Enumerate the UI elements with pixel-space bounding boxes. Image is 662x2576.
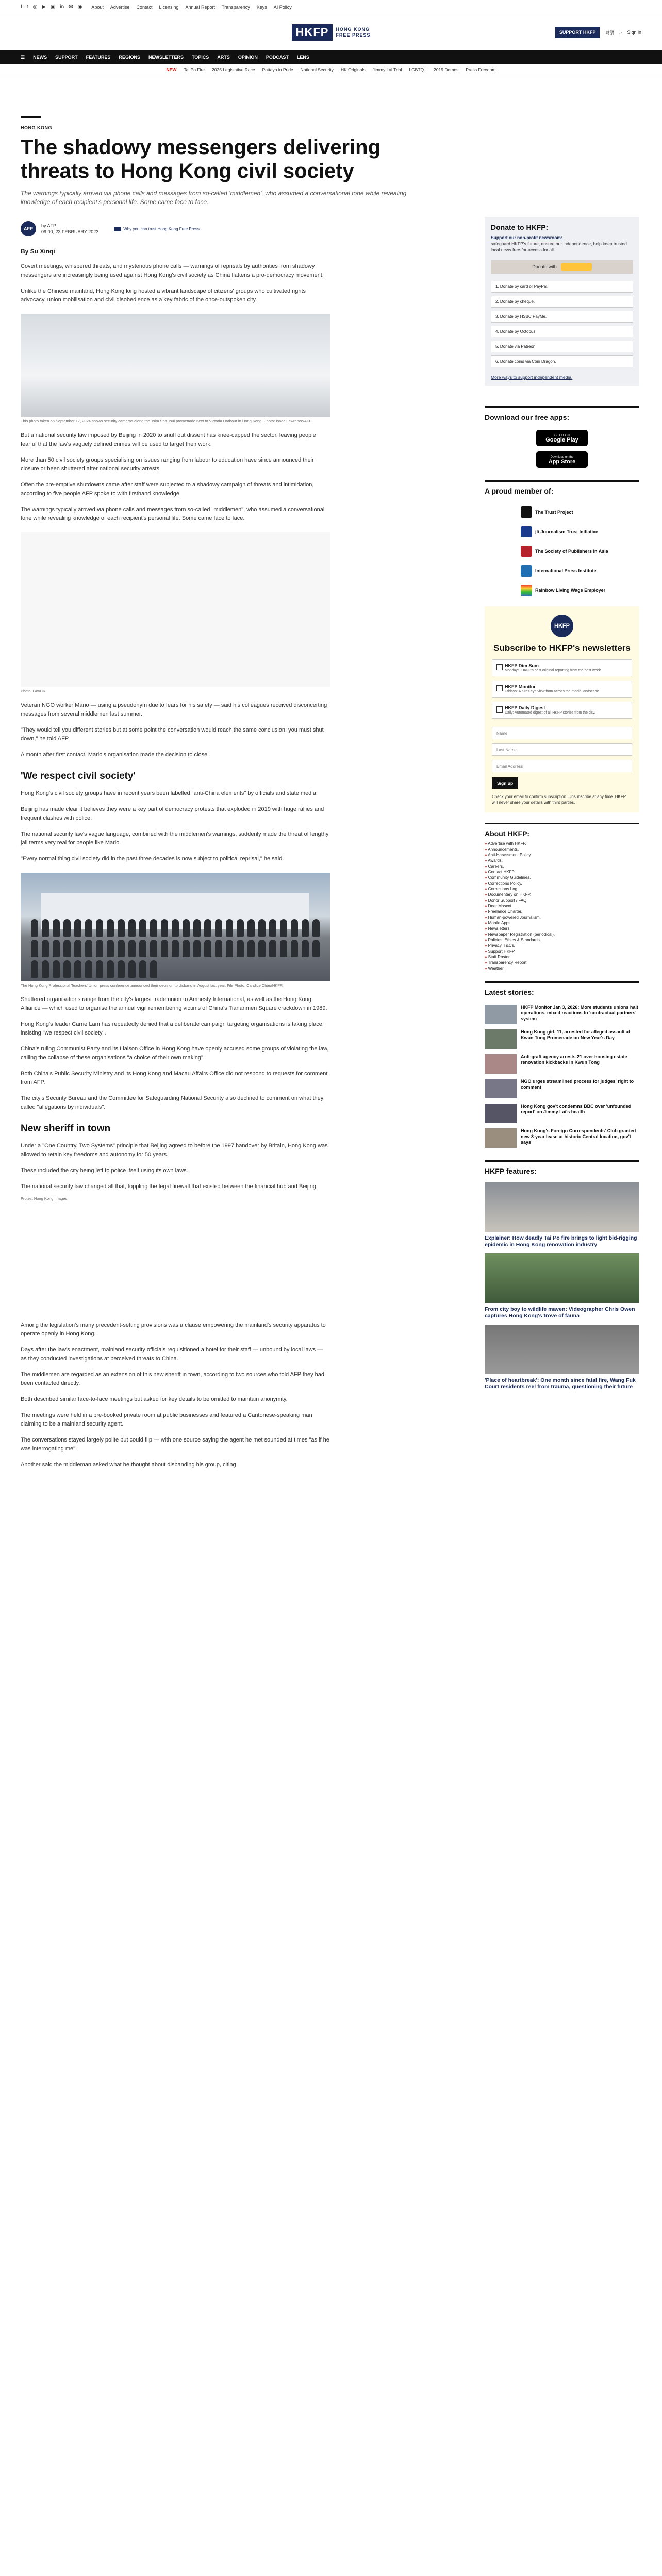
paragraph: These included the city being left to police itself using its own laws. [21, 1167, 188, 1174]
feature-image [485, 1325, 639, 1374]
donate-option[interactable]: 6. Donate coins via Coin Dragon. [491, 355, 633, 367]
nav-lens[interactable]: LENS [296, 55, 309, 60]
feature-title: Explainer: How deadly Tai Po fire brings to light bid-rigging epidemic in Hong Kong renovation industry [485, 1235, 637, 1248]
logo-line-2: FREE PRESS [336, 32, 371, 38]
feature-image [485, 1182, 639, 1232]
donate-option[interactable]: 3. Donate by HSBC PayMe. [491, 311, 633, 323]
about-link[interactable]: » Advertise with HKFP. [485, 841, 639, 846]
section-heading: New sheriff in town [21, 1123, 111, 1134]
support-button[interactable]: SUPPORT HKFP [555, 27, 600, 38]
paragraph: More than 50 civil society groups specialising on issues ranging from labour to education have since announced their closure or been shuttered after national security arrests. [21, 457, 314, 472]
paragraph: Beijing has made clear it believes they were a key part of democracy protests that exploded in 2019 with huge rallies and frequent clashes with police. [21, 806, 324, 821]
member-label: Rainbow Living Wage Employer [535, 588, 606, 593]
about-link[interactable]: » Weather. [485, 965, 639, 971]
about-link[interactable]: » Donor Support / FAQ. [485, 897, 639, 903]
latest-widget [485, 981, 639, 1148]
byline-author[interactable]: by AFP [41, 223, 57, 228]
article-author: By Su Xinqi [21, 248, 55, 255]
donate-option[interactable]: 2. Donate by cheque. [491, 296, 633, 308]
trust-project-icon [521, 506, 532, 518]
top-link-contact[interactable]: Contact [136, 4, 153, 10]
photo-caption: This photo taken on September 17, 2024 shows security cameras along the Tsim Sha Tsui promenade next to Victoria Harbour in Hong Kong. Photo: Isaac Lawrence/AFP. [21, 419, 312, 423]
hkfp-logo[interactable] [292, 24, 371, 41]
paragraph: The meetings were held in a pre-booked private room at public businesses and featured a Cantonese-speaking man claiming to be a mainland security agent. [21, 1412, 312, 1427]
features-widget [485, 1160, 639, 1391]
about-link[interactable]: » Newsletters. [485, 926, 639, 931]
donate-widget [485, 217, 639, 386]
newsletter-widget [485, 606, 639, 812]
about-link[interactable]: » Contact HKFP. [485, 869, 639, 875]
nav-arts[interactable]: ARTS [217, 55, 230, 60]
top-link-about[interactable]: About [91, 4, 104, 10]
top-link-transparency[interactable]: Transparency [222, 4, 250, 10]
apps-widget [485, 406, 639, 468]
nav-support[interactable]: SUPPORT [55, 55, 78, 60]
section-heading: 'We respect civil society' [21, 771, 136, 782]
top-link-ai-policy[interactable]: AI Policy [273, 4, 292, 10]
apps-title: Download our free apps: [485, 406, 639, 425]
embed-placeholder [21, 1211, 330, 1314]
top-link-keys[interactable]: Keys [256, 4, 267, 10]
youtube-icon[interactable]: ▶ [42, 4, 46, 10]
subnav-item[interactable]: 2019 Demos [434, 66, 459, 72]
about-link[interactable]: » Anti-Harassment Policy. [485, 852, 639, 858]
checkbox-desc: Daily: Automated digest of all HKFP stories from the day. [505, 711, 595, 715]
signup-fine-print: Check your email to confirm subscription. Unsubscribe at any time. HKFP will never share your details with third parties. [492, 794, 626, 805]
threads-icon[interactable]: ◉ [77, 4, 82, 10]
masthead [0, 14, 662, 50]
checkbox-desc: Fridays: A birds-eye view from across the media landscape. [505, 690, 600, 693]
subnav-item[interactable]: Press Freedom [466, 66, 496, 72]
menu-icon[interactable]: ☰ [21, 54, 25, 60]
top-bar [0, 0, 662, 14]
jti-icon [521, 526, 532, 537]
sidebar [485, 217, 639, 1469]
subnav-item[interactable]: HK Originals [340, 66, 366, 72]
union-press-conference-photo [21, 873, 330, 981]
feature-card[interactable] [485, 1253, 639, 1319]
story-title: Hong Kong gov't condemns BBC over 'unfounded report' on Jimmy Lai's health [521, 1104, 632, 1114]
members-widget [485, 480, 639, 596]
paragraph: But a national security law imposed by Beijing in 2020 to snuff out dissent has knee-capped the sector, leaving people fearful that the law's vaguely defined crimes will be used to target their work. [21, 432, 316, 447]
article-title: The shadowy messengers delivering threats to Hong Kong civil society [21, 136, 381, 182]
paragraph: The national security law's vague language, combined with the middlemen's warnings, suddenly made the threat of lengthy jail terms very real for people like Mario. [21, 831, 329, 846]
feature-image [485, 1253, 639, 1303]
subnav-item[interactable]: Tai Po Fire [184, 66, 205, 72]
paragraph: Among the legislation's many precedent-setting provisions was a clause empowering the mainland's security apparatus to operate openly in Hong Kong. [21, 1322, 326, 1337]
latest-story[interactable] [485, 1104, 639, 1123]
about-link[interactable]: » Freelance Charter. [485, 909, 639, 914]
instagram-icon[interactable]: ◎ [32, 4, 38, 10]
paragraph: China's ruling Communist Party and its Liaison Office in Hong Kong have openly accused some groups of violating the law, calling the collapse of these organisations "a choice of their own making". [21, 1046, 329, 1061]
member-jti[interactable] [521, 526, 639, 537]
language-link[interactable]: 粵語 [605, 30, 615, 36]
paragraph: The middlemen are regarded as an extension of this new sheriff in town, according to two sources who told AFP they had been contacted directly. [21, 1371, 325, 1386]
latest-story[interactable] [485, 1128, 639, 1148]
newsletter-checkbox[interactable] [492, 681, 632, 698]
story-thumbnail [485, 1054, 517, 1074]
about-link[interactable]: » Community Guidelines. [485, 875, 639, 880]
subnav-item[interactable]: LGBTQ+ [409, 66, 427, 72]
donate-option[interactable]: 4. Donate by Octopus. [491, 326, 633, 337]
member-label: The Society of Publishers in Asia [535, 549, 608, 554]
rainbow-icon [521, 585, 532, 596]
latest-title: Latest stories: [485, 981, 639, 999]
linkedin-icon[interactable]: in [60, 4, 64, 10]
byline-text [41, 223, 98, 235]
member-sopa[interactable] [521, 546, 639, 557]
about-link[interactable]: » Announcements. [485, 846, 639, 852]
paragraph: Both China's Public Security Ministry and its Hong Kong and Macau Affairs Office did not respond to requests for comment from AFP. [21, 1071, 328, 1086]
member-title: A proud member of: [485, 480, 639, 498]
nav-podcast[interactable]: PODCAST [266, 55, 289, 60]
donate-option[interactable]: 1. Donate by card or PayPal. [491, 281, 633, 293]
paypal-icon [561, 263, 592, 271]
donate-options [491, 281, 633, 367]
newsletter-title: Subscribe to HKFP's newsletters [493, 643, 631, 653]
checkbox-title: HKFP Dim Sum [505, 663, 539, 668]
story-title: Hong Kong's Foreign Correspondents' Club granted new 3-year lease at historic Central location, gov't says [521, 1128, 636, 1145]
signup-form [492, 727, 632, 805]
paragraph: Covert meetings, whispered threats, and mysterious phone calls — warnings of reprisals by authorities from shadowy messengers are increasingly being used against Hong Kong's civil society as China flattens a pro-democracy movement. [21, 263, 324, 278]
about-link[interactable]: » Corrections Policy. [485, 880, 639, 886]
gov-photo [21, 532, 330, 687]
about-link[interactable]: » Documentary on HKFP. [485, 892, 639, 897]
latest-story[interactable] [485, 1054, 639, 1074]
about-link[interactable]: » Staff Roster. [485, 954, 639, 960]
story-thumbnail [485, 1029, 517, 1049]
paragraph: The national security law changed all that, toppling the legal firewall that existed between the financial hub and Beijing. [21, 1183, 318, 1190]
article-kicker[interactable]: HONG KONG [21, 125, 53, 130]
masthead-actions [555, 27, 641, 38]
header-rule [21, 116, 41, 118]
paragraph: Shuttered organisations range from the city's largest trade union to Amnesty International, as well as the Hong Kong Alliance — which used to organise the annual vigil remembering victims of China's Tiananmen Square crackdown in 1989. [21, 996, 327, 1011]
paragraph: Another said the middleman asked what he thought about disbanding his group, citing [21, 1462, 236, 1468]
checkbox-title: HKFP Daily Digest [505, 705, 545, 710]
signup-button[interactable]: Sign up [492, 777, 518, 789]
about-link[interactable]: » Corrections Log. [485, 886, 639, 892]
social-links [21, 4, 82, 10]
member-label: International Press Institute [535, 568, 597, 573]
feature-title: From city boy to wildlife maven: Videographer Chris Owen captures Hong Kong's trove of fauna [485, 1306, 635, 1319]
subnav-item[interactable]: Jimmy Lai Trial [372, 66, 402, 72]
story-title: Hong Kong girl, 11, arrested for alleged assault at Kwun Tong Promenade on New Year's Day [521, 1029, 631, 1040]
about-link[interactable]: » Deer Mascot. [485, 903, 639, 909]
about-link[interactable]: » Support HKFP. [485, 948, 639, 954]
donate-link[interactable]: Support our non-profit newsroom: [491, 235, 562, 240]
nav-features[interactable]: FEATURES [86, 55, 111, 60]
paragraph: A month after first contact, Mario's organisation made the decision to close. [21, 752, 209, 758]
about-link[interactable]: » Human-powered Journalism. [485, 914, 639, 920]
feature-title: 'Place of heartbreak': One month since fatal fire, Wang Fuk Court residents reel from trauma, questioning their future [485, 1377, 636, 1390]
paragraph: The city's Security Bureau and the Committee for Safeguarding National Security also declined to comment on what they called "allegations by individuals". [21, 1095, 324, 1110]
about-link[interactable]: » Awards. [485, 858, 639, 863]
gp-small: GET IT ON [554, 434, 570, 437]
newsletter-checkbox[interactable] [492, 702, 632, 719]
article-body [21, 248, 330, 1469]
paypal-button[interactable] [491, 260, 633, 274]
donate-option[interactable]: 5. Donate via Patreon. [491, 341, 633, 352]
story-thumbnail [485, 1079, 517, 1098]
story-title: NGO urges streamlined process for judges' right to comment [521, 1079, 634, 1090]
facebook-icon[interactable]: f [21, 4, 22, 10]
member-trust-project[interactable] [521, 506, 639, 518]
donate-text: safeguard HKFP's future, ensure our independence, help keep trusted local news free-for-access for all. [491, 241, 627, 252]
checkbox-desc: Mondays: HKFP's best original reporting from the past week. [505, 669, 602, 672]
afp-avatar: AFP [21, 221, 36, 236]
about-list [485, 841, 639, 971]
about-link[interactable]: » Transparency Report. [485, 960, 639, 965]
top-link-annual-report[interactable]: Annual Report [185, 4, 216, 10]
member-label: The Trust Project [535, 510, 573, 515]
paragraph: Veteran NGO worker Mario — using a pseudonym due to fears for his safety — said his colleagues received disconcerting messages from several middlemen last summer. [21, 702, 327, 717]
as-label: App Store [548, 459, 576, 465]
cctv-photo [21, 314, 330, 417]
twitter-icon[interactable]: t [26, 4, 28, 10]
nav-news[interactable]: NEWS [33, 55, 47, 60]
about-link[interactable]: » Mobile Apps. [485, 920, 639, 926]
about-link[interactable]: » Newspaper Registration (periodical). [485, 931, 639, 937]
name-input[interactable]: Name [492, 727, 632, 739]
top-links [91, 5, 291, 10]
embed-caption: Protest Hong Kong Images [21, 1196, 68, 1201]
story-thumbnail [485, 1128, 517, 1148]
byline-date: 09:00, 23 FEBRUARY 2023 [41, 229, 99, 234]
search-icon[interactable]: ⌕ [619, 29, 622, 35]
about-link[interactable]: » Policies, Ethics & Standards. [485, 937, 639, 943]
paragraph: Hong Kong's leader Carrie Lam has repeatedly denied that a deliberate campaign targeting organisations is taking place, insisting "we respect civil society". [21, 1021, 324, 1036]
latest-story[interactable] [485, 1029, 639, 1049]
paragraph: "Every normal thing civil society did in the past three decades is now subject to political reprisal," he said. [21, 856, 284, 862]
sopa-icon [521, 546, 532, 557]
main-nav [0, 50, 662, 64]
trust-label: Why you can trust Hong Kong Free Press [123, 226, 200, 231]
paragraph: Both described similar face-to-face meetings but asked for key details to be omitted to maintain anonymity. [21, 1396, 288, 1402]
sub-nav [0, 64, 662, 75]
logo-mark: HKFP [292, 24, 333, 41]
about-title: About HKFP: [485, 823, 639, 841]
latest-story[interactable] [485, 1079, 639, 1098]
newsletter-logo: HKFP [551, 615, 573, 637]
newsletter-checkbox[interactable] [492, 659, 632, 676]
member-rainbow[interactable] [521, 585, 639, 596]
paragraph: Often the pre-emptive shutdowns came after staff were subjected to a shadowy campaign of threats and intimidation, according to five people AFP spoke to with firsthand knowledge. [21, 482, 314, 497]
crowd [31, 919, 320, 978]
paypal-label: Donate with [532, 264, 557, 269]
email-icon[interactable]: ✉ [69, 4, 73, 10]
story-title: Anti-graft agency arrests 21 over housing estate renovation kickbacks in Kwun Tong [521, 1054, 627, 1065]
trust-icon [114, 227, 121, 231]
nav-topics[interactable]: TOPICS [191, 55, 209, 60]
gp-label: Google Play [545, 437, 578, 443]
features-title: HKFP features: [485, 1160, 639, 1178]
paragraph: Hong Kong's civil society groups have in recent years been labelled "anti-China elements" by officials and state media. [21, 790, 318, 796]
app-store-badge[interactable] [536, 451, 588, 468]
paragraph: Days after the law's enactment, mainland security officials requisitioned a hotel for their staff — unbound by local laws — as they conducted investigations at perceived threats to China. [21, 1347, 323, 1362]
paragraph: Unlike the Chinese mainland, Hong Kong long hosted a vibrant landscape of citizens' groups who cultivated rights advocacy, union mobilisation and civil disobedience as a key fabric of the once-outspoken city. [21, 288, 306, 303]
checkbox-title: HKFP Monitor [505, 684, 536, 689]
feature-card[interactable] [485, 1325, 639, 1391]
about-widget [485, 823, 639, 971]
more-ways-link[interactable]: More ways to support independent media. [491, 375, 573, 380]
paragraph: Under a "One Country, Two Systems" principle that Beijing agreed to before the 1997 handover by Britain, Hong Kong was allowed to retain key freedoms and autonomy for 50 years. [21, 1143, 328, 1158]
paragraph: The warnings typically arrived via phone calls and messages from so-called "middlemen", who assumed a conversational tone while revealing knowledge of each recipient's personal life. Some came face to face. [21, 506, 325, 521]
member-ipi[interactable] [521, 565, 639, 577]
new-label: NEW [166, 66, 177, 72]
nav-opinion[interactable]: OPINION [238, 55, 258, 60]
trust-link[interactable] [114, 227, 200, 231]
logo-text [336, 27, 370, 38]
donate-title: Donate to HKFP: [491, 223, 549, 231]
top-link-advertise[interactable]: Advertise [110, 4, 130, 10]
feature-card[interactable] [485, 1182, 639, 1248]
logo-line-1: HONG KONG [336, 26, 370, 32]
story-thumbnail [485, 1005, 517, 1024]
app-icon[interactable]: ▣ [51, 4, 56, 10]
google-play-badge[interactable] [536, 430, 588, 446]
story-title: HKFP Monitor Jan 3, 2026: More students unions halt operations, mixed reactions to 'contractual partners' system [521, 1005, 638, 1021]
email-input[interactable]: Email Address [492, 760, 632, 772]
about-link[interactable]: » Careers. [485, 863, 639, 869]
latest-story[interactable] [485, 1005, 639, 1024]
photo-caption: Photo: GovHK. [21, 689, 47, 693]
newsletter-options [492, 659, 632, 719]
ipi-icon [521, 565, 532, 577]
sign-in-link[interactable]: Sign in [627, 30, 641, 35]
paragraph: The conversations stayed largely polite but could flip — with one source saying the agent he met sounded at times "as if he was interrogating me". [21, 1437, 329, 1452]
subnav-item[interactable]: 2025 Legislative Race [212, 66, 255, 72]
as-small: Download on the [550, 456, 574, 459]
article-standfirst: The warnings typically arrived via phone calls and messages from so-called 'middlemen', who assumed a conversational tone while revealing knowledge of each recipient's personal life. Some came face to face. [21, 190, 407, 206]
member-label: jti Journalism Trust Initiative [535, 529, 599, 534]
photo-caption: The Hong Kong Professional Teachers' Union press conference announced their decision to disband in August last year. File Photo: Candice Chau/HKFP. [21, 983, 283, 988]
subnav-item[interactable]: Pattaya in Pride [262, 66, 293, 72]
subnav-item[interactable]: National Security [300, 66, 334, 72]
nav-newsletters[interactable]: NEWSLETTERS [148, 55, 184, 60]
nav-regions[interactable]: REGIONS [119, 55, 140, 60]
about-link[interactable]: » Privacy, T&Cs. [485, 943, 639, 948]
last-name-input[interactable]: Last Name [492, 743, 632, 756]
story-thumbnail [485, 1104, 517, 1123]
top-link-licensing[interactable]: Licensing [159, 4, 179, 10]
paragraph: "They would tell you different stories but at some point the conversation would reach the same conclusion: you must shut down," he told AFP. [21, 727, 324, 742]
